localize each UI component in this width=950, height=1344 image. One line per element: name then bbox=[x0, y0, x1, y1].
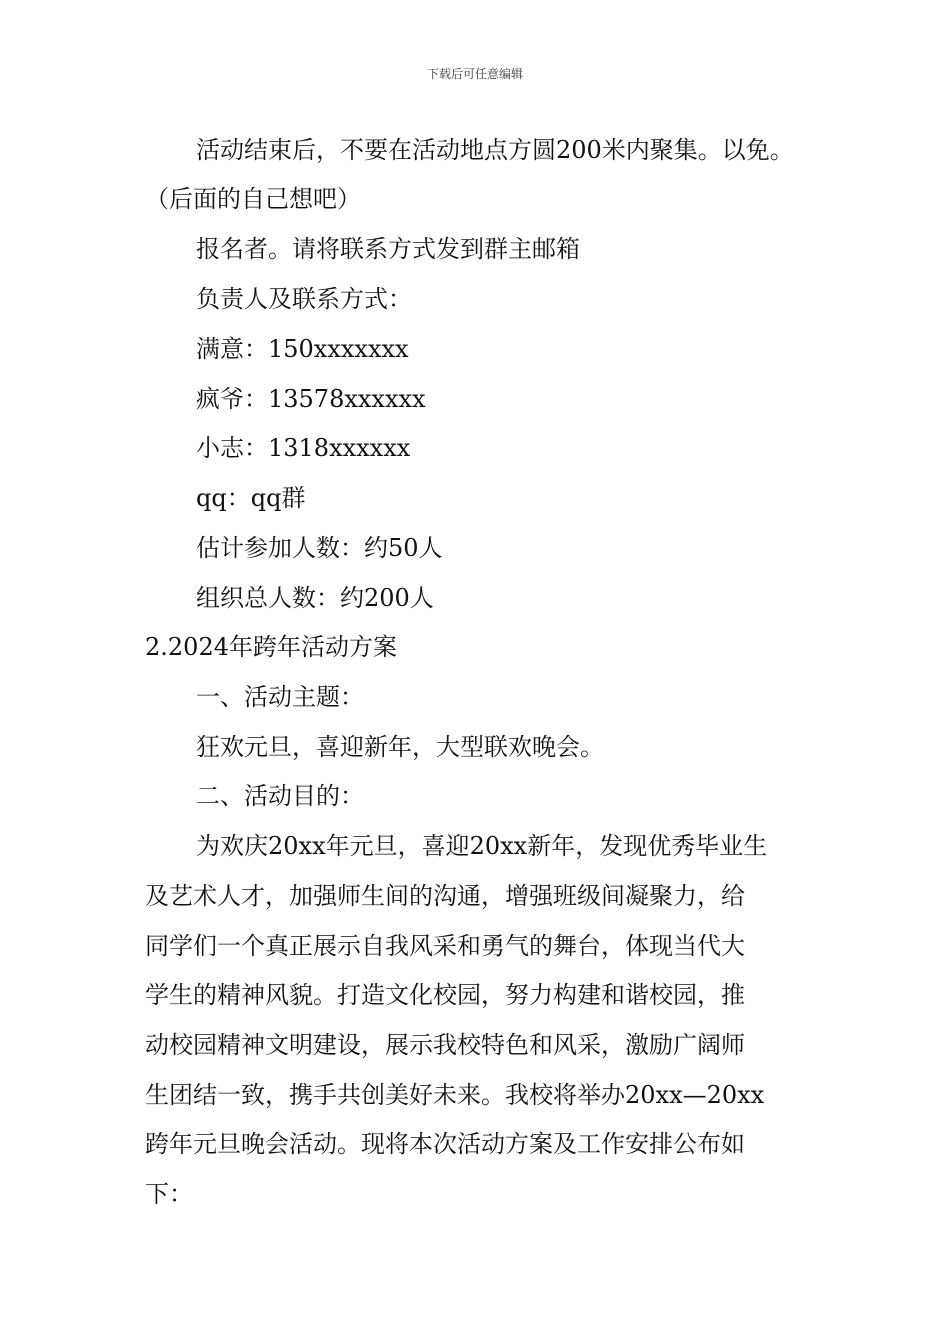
body-line: 报名者。请将联系方式发到群主邮箱 bbox=[196, 235, 580, 263]
paragraph-line: 及艺术人才，加强师生间的沟通，增强班级间凝聚力，给 bbox=[145, 882, 745, 910]
paragraph-line: 跨年元旦晚会活动。现将本次活动方案及工作安排公布如 bbox=[145, 1130, 745, 1158]
body-line: 小志：1318xxxxxx bbox=[196, 434, 411, 462]
body-line: （后面的自己想吧） bbox=[145, 185, 361, 213]
body-line: 活动结束后，不要在活动地点方圆200米内聚集。以免。 bbox=[196, 136, 794, 164]
paragraph-line: 生团结一致，携手共创美好未来。我校将举办20xx—20xx bbox=[145, 1081, 765, 1109]
paragraph-line: 同学们一个真正展示自我风采和勇气的舞台，体现当代大 bbox=[145, 932, 745, 960]
paragraph-line: 动校园精神文明建设，展示我校特色和风采，激励广阔师 bbox=[145, 1031, 745, 1059]
paragraph-line: 为欢庆20xx年元旦，喜迎20xx新年，发现优秀毕业生 bbox=[196, 832, 768, 860]
body-line: 估计参加人数：约50人 bbox=[196, 534, 443, 562]
subsection-heading: 二、活动目的： bbox=[196, 782, 364, 810]
page-header: 下载后可任意编辑 bbox=[426, 67, 523, 81]
paragraph-line: 下： bbox=[145, 1180, 193, 1208]
subsection-heading: 一、活动主题： bbox=[196, 683, 364, 711]
body-line: 负责人及联系方式： bbox=[196, 285, 412, 313]
body-line: 狂欢元旦，喜迎新年，大型联欢晚会。 bbox=[196, 733, 604, 761]
body-line: qq：qq群 bbox=[196, 484, 306, 512]
body-line: 组织总人数：约200人 bbox=[196, 584, 434, 612]
section-heading: 2.2024年跨年活动方案 bbox=[145, 633, 397, 661]
body-line: 疯爷：13578xxxxxx bbox=[196, 385, 426, 413]
paragraph-line: 学生的精神风貌。打造文化校园，努力构建和谐校园，推 bbox=[145, 981, 745, 1009]
body-line: 满意：150xxxxxxx bbox=[196, 335, 409, 363]
